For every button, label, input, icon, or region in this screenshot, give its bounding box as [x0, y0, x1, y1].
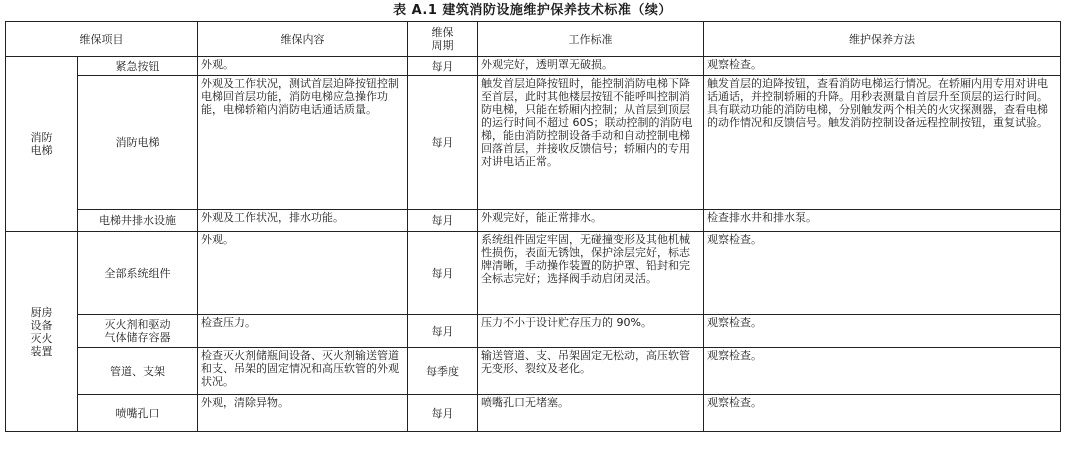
table-row: [6, 232, 1061, 315]
group-name: 消防 电梯: [6, 57, 78, 232]
maintenance-content: 外观及工作状况，排水功能。: [198, 210, 408, 232]
maintenance-content: 检查压力。: [198, 315, 408, 348]
maintenance-content: 外观，清除异物。: [198, 395, 408, 432]
maintenance-cycle: 每月: [408, 315, 478, 348]
maintenance-method: 触发首层的迫降按钮，查看消防电梯运行情况。在轿厢内用专用对讲电话通话，并控制轿厢的升降。用秒表测量自首层升至顶层的运行时间。具有联动功能的消防电梯，分别触发两个相关的火灾探测器，查看电梯的动作情况和反馈信号。触发消防控制设备远程控制按钮，重复试验。: [704, 76, 1061, 210]
sub-item: 灭火剂和驱动 气体储存容器: [78, 315, 198, 348]
maintenance-standards-table: [5, 21, 1061, 432]
maintenance-method: 观察检查。: [704, 57, 1061, 76]
work-standard: 外观完好，透明罩无破损。: [478, 57, 704, 76]
maintenance-cycle: 每月: [408, 395, 478, 432]
table-row: [6, 57, 1061, 76]
header-content: 维保内容: [198, 22, 408, 57]
sub-item: 消防电梯: [78, 76, 198, 210]
sub-item: 电梯井排水设施: [78, 210, 198, 232]
maintenance-cycle: 每月: [408, 76, 478, 210]
maintenance-cycle: 每月: [408, 232, 478, 315]
header-item: 维保项目: [6, 22, 198, 57]
work-standard: 触发首层迫降按钮时，能控制消防电梯下降至首层，此时其他楼层按钮不能呼叫控制消防电梯，只能在轿厢内控制；从首层到顶层的运行时间不超过 60S；联动控制的消防电梯，能由消防控制设备手动和自动控制电梯回落首层，并接收反馈信号；轿厢内的专用对讲电话正常。: [478, 76, 704, 210]
header-cycle: 维保 周期: [408, 22, 478, 57]
work-standard: 外观完好，能正常排水。: [478, 210, 704, 232]
sub-item: 紧急按钮: [78, 57, 198, 76]
table-row: [6, 395, 1061, 432]
maintenance-method: 观察检查。: [704, 232, 1061, 315]
work-standard: 输送管道、支、吊架固定无松动，高压软管无变形、裂纹及老化。: [478, 348, 704, 395]
maintenance-method: 观察检查。: [704, 315, 1061, 348]
table-row: [6, 315, 1061, 348]
maintenance-method: 观察检查。: [704, 348, 1061, 395]
table-row: [6, 348, 1061, 395]
sub-item: 全部系统组件: [78, 232, 198, 315]
table-title: 表 A.1 建筑消防设施维护保养技术标准（续）: [393, 3, 672, 18]
maintenance-content: 外观。: [198, 57, 408, 76]
header-standard: 工作标准: [478, 22, 704, 57]
header-row: [6, 22, 1061, 57]
group-name: 厨房 设备 灭火 装置: [6, 232, 78, 432]
maintenance-content: 检查灭火剂储瓶间设备、灭火剂输送管道和支、吊架的固定情况和高压软管的外观状况。: [198, 348, 408, 395]
work-standard: 喷嘴孔口无堵塞。: [478, 395, 704, 432]
header-method: 维护保养方法: [704, 22, 1061, 57]
table-row: [6, 210, 1061, 232]
work-standard: 压力不小于设计贮存压力的 90%。: [478, 315, 704, 348]
maintenance-content: 外观。: [198, 232, 408, 315]
maintenance-cycle: 每月: [408, 57, 478, 76]
maintenance-method: 观察检查。: [704, 395, 1061, 432]
work-standard: 系统组件固定牢固，无碰撞变形及其他机械性损伤，表面无锈蚀，保护涂层完好，标志牌清晰，手动操作装置的防护罩、铅封和完全标志完好；选择阀手动启闭灵活。: [478, 232, 704, 315]
maintenance-content: 外观及工作状况，测试首层迫降按钮控制电梯回首层功能，消防电梯应急操作功能，电梯轿箱内消防电话通话质量。: [198, 76, 408, 210]
maintenance-cycle: 每季度: [408, 348, 478, 395]
maintenance-method: 检查排水井和排水泵。: [704, 210, 1061, 232]
sub-item: 管道、支架: [78, 348, 198, 395]
table-row: [6, 76, 1061, 210]
maintenance-cycle: 每月: [408, 210, 478, 232]
sub-item: 喷嘴孔口: [78, 395, 198, 432]
